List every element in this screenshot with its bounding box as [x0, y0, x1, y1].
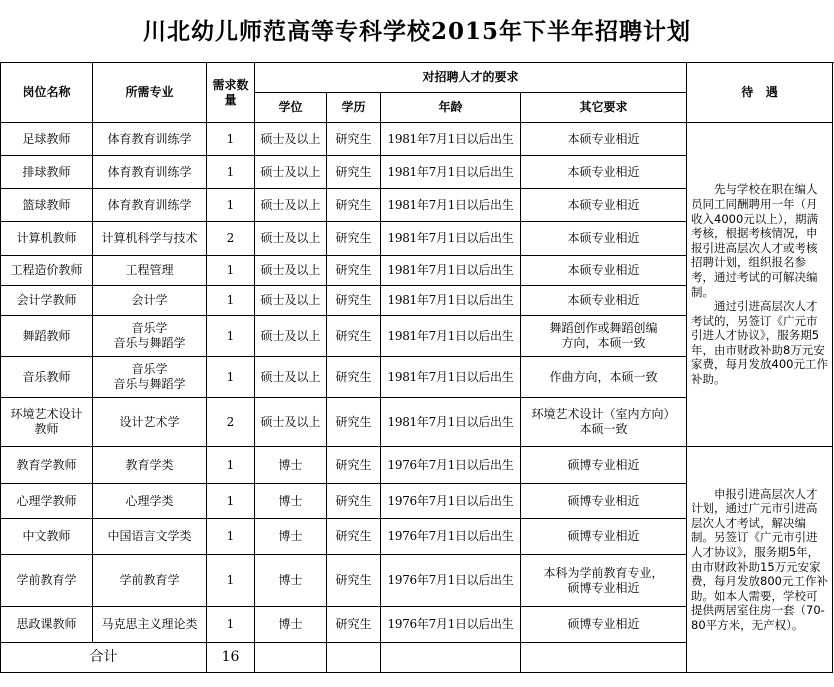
- count-cell: 1: [207, 123, 255, 156]
- degree-cell: 硕士及以上: [255, 357, 327, 398]
- other-cell: 本硕专业相近: [521, 286, 687, 316]
- count-cell: 1: [207, 316, 255, 357]
- header-degree: 学位: [255, 93, 327, 123]
- age-cell: 1976年7月1日以后出生: [381, 447, 521, 484]
- count-cell: 1: [207, 484, 255, 519]
- age-cell: 1981年7月1日以后出生: [381, 357, 521, 398]
- count-cell: 1: [207, 286, 255, 316]
- total-label: 合计: [1, 643, 207, 673]
- position-cell: 思政课教师: [1, 607, 93, 643]
- other-cell: 硕博专业相近: [521, 607, 687, 643]
- other-cell: 硕博专业相近: [521, 519, 687, 555]
- age-cell: 1981年7月1日以后出生: [381, 156, 521, 189]
- header-position: 岗位名称: [1, 63, 93, 123]
- age-cell: 1976年7月1日以后出生: [381, 555, 521, 607]
- count-cell: 2: [207, 222, 255, 256]
- age-cell: 1981年7月1日以后出生: [381, 316, 521, 357]
- other-cell-line: 环境艺术设计（室内方向）: [531, 407, 676, 421]
- header-major: 所需专业: [93, 63, 207, 123]
- age-cell: 1981年7月1日以后出生: [381, 222, 521, 256]
- degree-cell: 硕士及以上: [255, 316, 327, 357]
- benefits-doctor-paragraph: 申报引进高层次人才计划，通过广元市引进高层次人才考试，解决编制。另签订《广元市引进人才协议》，服务期5年，由市财政补助15万元安家费，每月发放800元工作补助。如本人需要，学校可提供两居室住房一套（70-80平方米，无产权）。: [691, 486, 828, 632]
- benefits-masters-paragraph-1: 先与学校在职在编人员同工同酬聘用一年（月收入4000元以上），期满考核，根据考核情况，申报引进高层次人才或考核招聘计划，组织报名参考，通过考试的可解决编制。: [691, 182, 819, 299]
- age-cell: 1976年7月1日以后出生: [381, 484, 521, 519]
- count-cell: 1: [207, 607, 255, 643]
- position-cell: 音乐教师: [1, 357, 93, 398]
- position-cell-line: 教师: [34, 422, 59, 436]
- degree-cell: 博士: [255, 607, 327, 643]
- header-requirements: 对招聘人才的要求: [255, 63, 687, 93]
- page-title: 川北幼儿师范高等专科学校2015年下半年招聘计划: [142, 18, 691, 45]
- header-count: 需求数量: [207, 63, 255, 123]
- major-cell: 会计学: [93, 286, 207, 316]
- other-cell: 本硕专业相近: [521, 222, 687, 256]
- education-cell: 研究生: [327, 189, 381, 222]
- education-cell: 研究生: [327, 316, 381, 357]
- title-row: [0, 0, 834, 63]
- empty-cell: [255, 643, 327, 673]
- other-cell-line: 硕博专业相近: [567, 580, 640, 595]
- other-cell: 作曲方向，本硕一致: [521, 357, 687, 398]
- education-cell: 研究生: [327, 123, 381, 156]
- table-row: [1, 447, 833, 484]
- other-cell-line: 本科为学前教育专业，: [543, 565, 664, 580]
- position-cell: 足球教师: [1, 123, 93, 156]
- other-cell: 本硕专业相近: [521, 256, 687, 286]
- major-cell: 教育学类: [93, 447, 207, 484]
- recruitment-table: [0, 62, 833, 673]
- empty-cell: [521, 643, 687, 673]
- major-cell: [93, 316, 207, 357]
- position-cell: 排球教师: [1, 156, 93, 189]
- count-cell: 1: [207, 519, 255, 555]
- count-cell: 1: [207, 256, 255, 286]
- age-cell: 1981年7月1日以后出生: [381, 123, 521, 156]
- position-cell: 计算机教师: [1, 222, 93, 256]
- other-cell-line: 舞蹈创作或舞蹈创编: [549, 321, 658, 335]
- major-cell: 学前教育学: [93, 555, 207, 607]
- count-cell: 1: [207, 156, 255, 189]
- education-cell: 研究生: [327, 156, 381, 189]
- age-cell: 1981年7月1日以后出生: [381, 398, 521, 447]
- position-cell: 会计学教师: [1, 286, 93, 316]
- major-cell-line: 音乐与舞蹈学: [113, 336, 186, 350]
- other-cell: 硕博专业相近: [521, 484, 687, 519]
- other-cell: [521, 555, 687, 607]
- degree-cell: 硕士及以上: [255, 256, 327, 286]
- degree-cell: 博士: [255, 555, 327, 607]
- age-cell: 1976年7月1日以后出生: [381, 519, 521, 555]
- position-cell: 舞蹈教师: [1, 316, 93, 357]
- count-cell: 1: [207, 189, 255, 222]
- major-cell: 体育教育训练学: [93, 123, 207, 156]
- position-cell: 教育学教师: [1, 447, 93, 484]
- other-cell: 硕博专业相近: [521, 447, 687, 484]
- degree-cell: 硕士及以上: [255, 222, 327, 256]
- position-cell: 心理学教师: [1, 484, 93, 519]
- degree-cell: 硕士及以上: [255, 189, 327, 222]
- count-cell: 1: [207, 357, 255, 398]
- benefits-doctor-cell: [687, 447, 833, 673]
- education-cell: 研究生: [327, 222, 381, 256]
- position-cell: 工程造价教师: [1, 256, 93, 286]
- major-cell-line: 音乐与舞蹈学: [113, 377, 186, 391]
- education-cell: 研究生: [327, 357, 381, 398]
- other-cell: 本硕专业相近: [521, 123, 687, 156]
- benefits-masters-paragraph-2: 通过引进高层次人才考试的，另签订《广元市引进人才协议》，服务期5年，由市财政补助8万元安家费，每月发放400元工作补助。: [691, 299, 828, 387]
- degree-cell: 硕士及以上: [255, 286, 327, 316]
- major-cell: 设计艺术学: [93, 398, 207, 447]
- education-cell: 研究生: [327, 286, 381, 316]
- major-cell: 体育教育训练学: [93, 156, 207, 189]
- major-cell: 体育教育训练学: [93, 189, 207, 222]
- position-cell-line: 环境艺术设计: [10, 407, 83, 421]
- other-cell: 本硕专业相近: [521, 156, 687, 189]
- major-cell: 计算机科学与技术: [93, 222, 207, 256]
- degree-cell: 硕士及以上: [255, 123, 327, 156]
- other-cell-line: 本硕一致: [579, 422, 628, 436]
- major-cell-line: 音乐学: [131, 321, 168, 335]
- degree-cell: 博士: [255, 519, 327, 555]
- education-cell: 研究生: [327, 447, 381, 484]
- header-row-1: [1, 63, 833, 93]
- age-cell: 1981年7月1日以后出生: [381, 286, 521, 316]
- major-cell: [93, 357, 207, 398]
- age-cell: 1981年7月1日以后出生: [381, 189, 521, 222]
- age-cell: 1981年7月1日以后出生: [381, 256, 521, 286]
- total-value: 16: [207, 643, 255, 673]
- major-cell: 工程管理: [93, 256, 207, 286]
- degree-cell: 博士: [255, 484, 327, 519]
- benefits-masters-cell: [687, 123, 833, 447]
- major-cell: 马克思主义理论类: [93, 607, 207, 643]
- other-cell: 本硕专业相近: [521, 189, 687, 222]
- major-cell: 心理学类: [93, 484, 207, 519]
- count-cell: 2: [207, 398, 255, 447]
- table-row: [1, 123, 833, 156]
- position-cell: 学前教育学: [1, 555, 93, 607]
- degree-cell: 博士: [255, 447, 327, 484]
- major-cell-line: 音乐学: [131, 362, 168, 376]
- header-education: 学历: [327, 93, 381, 123]
- education-cell: 研究生: [327, 555, 381, 607]
- header-other: 其它要求: [521, 93, 687, 123]
- empty-cell: [381, 643, 521, 673]
- degree-cell: 硕士及以上: [255, 156, 327, 189]
- position-cell: 篮球教师: [1, 189, 93, 222]
- education-cell: 研究生: [327, 256, 381, 286]
- education-cell: 研究生: [327, 519, 381, 555]
- major-cell: 中国语言文学类: [93, 519, 207, 555]
- empty-cell: [327, 643, 381, 673]
- header-age: 年龄: [381, 93, 521, 123]
- degree-cell: 硕士及以上: [255, 398, 327, 447]
- position-cell: 中文教师: [1, 519, 93, 555]
- count-cell: 1: [207, 555, 255, 607]
- age-cell: 1976年7月1日以后出生: [381, 607, 521, 643]
- other-cell: [521, 316, 687, 357]
- header-benefits: 待 遇: [687, 63, 833, 123]
- education-cell: 研究生: [327, 607, 381, 643]
- position-cell: [1, 398, 93, 447]
- education-cell: 研究生: [327, 484, 381, 519]
- other-cell-line: 方向，本硕一致: [561, 336, 646, 350]
- other-cell: [521, 398, 687, 447]
- education-cell: 研究生: [327, 398, 381, 447]
- count-cell: 1: [207, 447, 255, 484]
